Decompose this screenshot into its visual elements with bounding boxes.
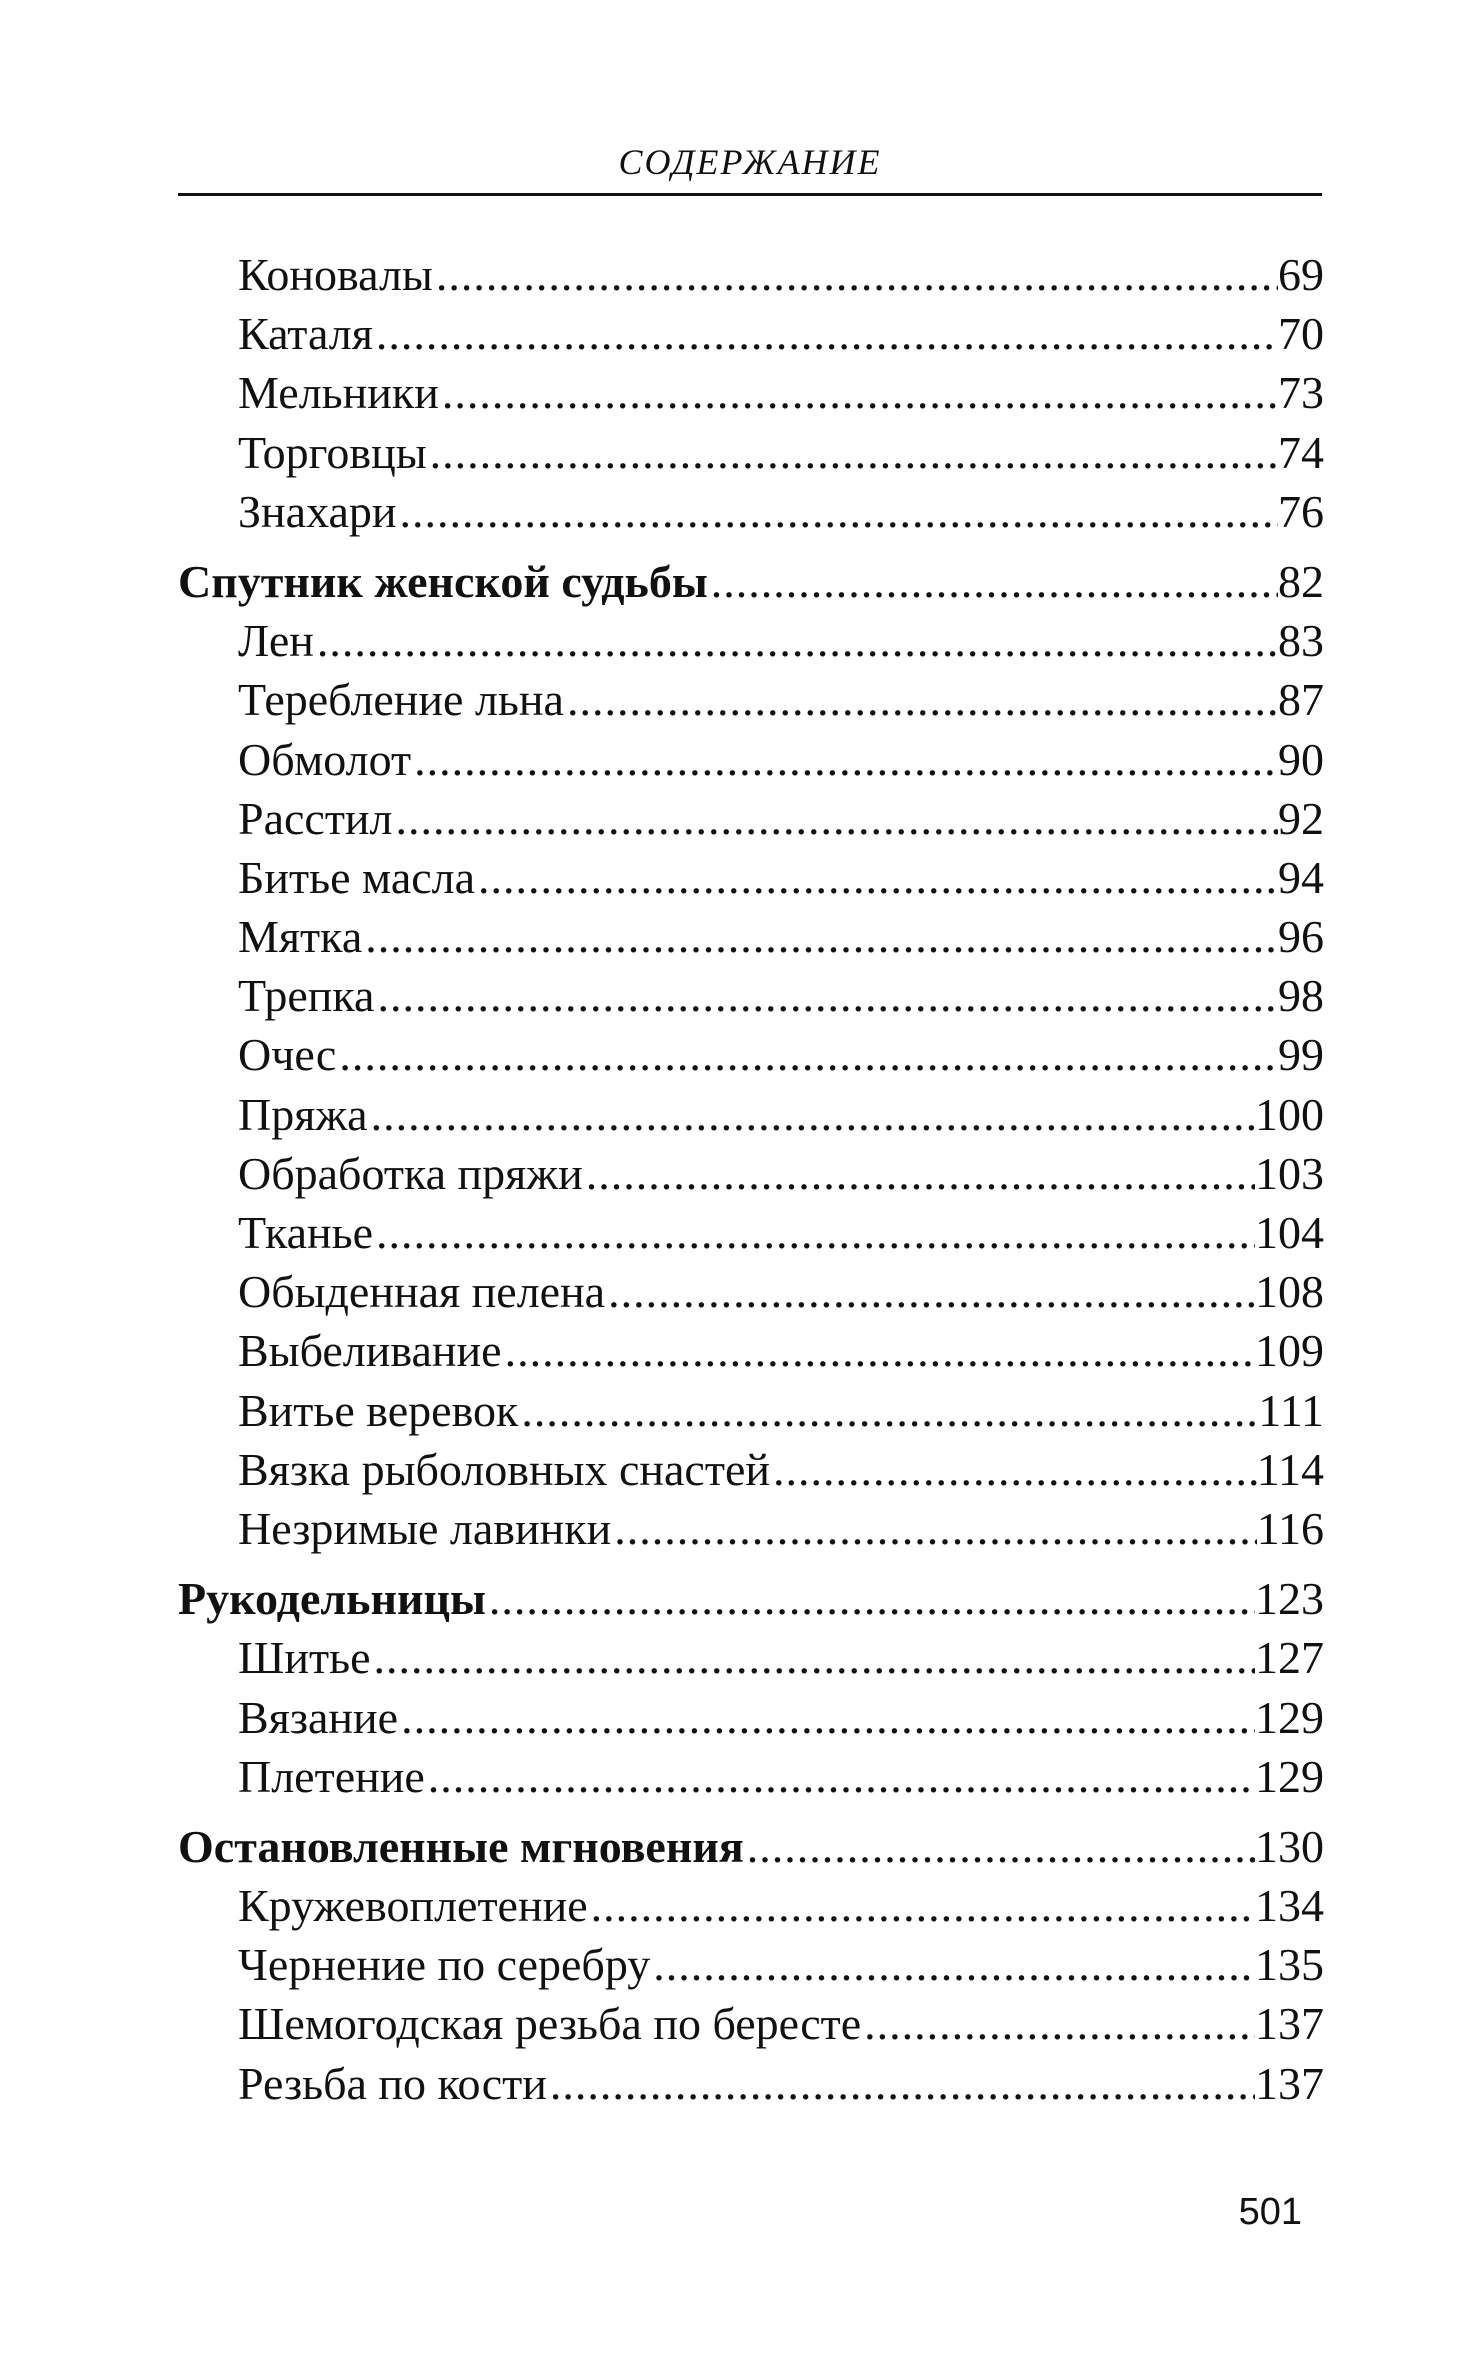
toc-entry-row xyxy=(178,1440,1324,1499)
toc-entry-page: 137 xyxy=(1255,2057,1324,2109)
toc-entry-page: 109 xyxy=(1255,1325,1324,1377)
toc-entry-page: 116 xyxy=(1256,1502,1324,1554)
toc-entry-row xyxy=(178,482,1324,541)
toc-entry-row xyxy=(178,1499,1324,1558)
dot-leader xyxy=(547,2054,1255,2113)
toc-entry-row xyxy=(178,670,1324,729)
dot-leader xyxy=(398,1688,1255,1747)
dot-leader xyxy=(518,1381,1258,1440)
dot-leader xyxy=(362,907,1278,966)
toc-entry-title: Пряжа xyxy=(238,1088,368,1140)
toc-entry-title: Торговцы xyxy=(238,426,427,478)
toc-entry-title: Витье веревок xyxy=(238,1384,519,1436)
toc-entry-page: 83 xyxy=(1278,615,1324,667)
toc-entry-title: Вязка рыболовных снастей xyxy=(238,1443,770,1495)
toc-section-row xyxy=(178,1817,1324,1876)
toc-entry-page: 98 xyxy=(1278,970,1324,1022)
toc-entry-page: 100 xyxy=(1255,1088,1324,1140)
toc-entry-page: 114 xyxy=(1256,1443,1324,1495)
dot-leader xyxy=(373,304,1278,363)
dot-leader xyxy=(373,1203,1255,1262)
toc-entry-row xyxy=(178,1144,1324,1203)
toc-entry-title: Незримые лавинки xyxy=(238,1502,612,1554)
toc-entry-page: 94 xyxy=(1278,851,1324,903)
dot-leader xyxy=(336,1025,1278,1084)
toc-entry-row xyxy=(178,1628,1324,1687)
toc-entry-row xyxy=(178,1994,1324,2053)
dot-leader xyxy=(605,1262,1255,1321)
toc-entry-row xyxy=(178,966,1324,1025)
toc-entry-page: 134 xyxy=(1255,1880,1324,1932)
toc-entry-title: Теребление льна xyxy=(238,674,564,726)
toc-entry-row xyxy=(178,789,1324,848)
dot-leader xyxy=(611,1499,1256,1558)
dot-leader xyxy=(744,1817,1255,1876)
toc-entry-title: Шемогодская резьба по бересте xyxy=(238,1998,862,2050)
dot-leader xyxy=(439,363,1278,422)
dot-leader xyxy=(770,1440,1257,1499)
toc-entry-title: Мятка xyxy=(238,911,363,963)
dot-leader xyxy=(861,1994,1255,2053)
toc-entry-title: Обмолот xyxy=(238,733,412,785)
toc-entry-row xyxy=(178,1876,1324,1935)
toc-entry-title: Выбеливание xyxy=(238,1325,502,1377)
toc-entry-row xyxy=(178,848,1324,907)
toc-entry-row xyxy=(178,1688,1324,1747)
toc-entry-page: 130 xyxy=(1255,1820,1324,1872)
toc-entry-row xyxy=(178,1381,1324,1440)
toc-entry-page: 92 xyxy=(1278,792,1324,844)
toc-entry-row xyxy=(178,1262,1324,1321)
dot-leader xyxy=(397,482,1278,541)
toc-entry-title: Знахари xyxy=(238,485,397,537)
dot-leader xyxy=(368,1085,1255,1144)
dot-leader xyxy=(393,789,1278,848)
toc-entry-page: 129 xyxy=(1255,1691,1324,1743)
toc-entry-title: Остановленные мгновения xyxy=(178,1820,744,1872)
toc-entry-page: 103 xyxy=(1255,1147,1324,1199)
toc-entry-title: Обработка пряжи xyxy=(238,1147,583,1199)
toc-entry-title: Мельники xyxy=(238,367,439,419)
toc-entry-row xyxy=(178,304,1324,363)
toc-entry-page: 129 xyxy=(1255,1750,1324,1802)
toc-entry-page: 108 xyxy=(1255,1266,1324,1318)
toc-entry-title: Вязание xyxy=(238,1691,399,1743)
toc-entry-title: Чернение по серебру xyxy=(238,1939,651,1991)
toc-entry-page: 69 xyxy=(1278,249,1324,300)
dot-leader xyxy=(708,552,1278,611)
dot-leader xyxy=(583,1144,1255,1203)
toc-entry-page: 76 xyxy=(1278,485,1324,537)
dot-leader xyxy=(427,423,1278,482)
toc-section-row xyxy=(178,552,1324,611)
table-of-contents xyxy=(178,245,1324,2113)
toc-entry-title: Каталя xyxy=(238,308,373,360)
toc-entry-page: 73 xyxy=(1278,367,1324,419)
dot-leader xyxy=(314,611,1278,670)
toc-entry-page: 96 xyxy=(1278,911,1324,963)
toc-entry-row xyxy=(178,1203,1324,1262)
toc-entry-title: Спутник женской судьбы xyxy=(178,555,708,607)
toc-entry-title: Резьба по кости xyxy=(238,2057,547,2109)
toc-entry-page: 74 xyxy=(1278,426,1324,478)
dot-leader xyxy=(411,730,1278,789)
toc-entry-title: Расстил xyxy=(238,792,393,844)
toc-entry-row xyxy=(178,1321,1324,1380)
toc-entry-page: 135 xyxy=(1255,1939,1324,1991)
toc-entry-row xyxy=(178,1747,1324,1806)
toc-entry-title: Лен xyxy=(238,615,314,667)
dot-leader xyxy=(588,1876,1255,1935)
toc-entry-row xyxy=(178,2054,1324,2113)
toc-entry-title: Тканье xyxy=(238,1207,374,1258)
dot-leader xyxy=(433,245,1278,304)
toc-entry-row xyxy=(178,907,1324,966)
header-rule xyxy=(178,193,1322,196)
toc-entry-page: 111 xyxy=(1258,1384,1324,1436)
toc-entry-row xyxy=(178,611,1324,670)
dot-leader xyxy=(502,1321,1255,1380)
toc-entry-row xyxy=(178,245,1324,304)
toc-entry-page: 127 xyxy=(1255,1632,1324,1684)
toc-entry-row xyxy=(178,1025,1324,1084)
toc-entry-row xyxy=(178,1935,1324,1994)
toc-entry-title: Кружевоплетение xyxy=(238,1880,588,1932)
toc-entry-title: Очес xyxy=(238,1029,337,1081)
running-head: СОДЕРЖАНИЕ xyxy=(618,142,882,182)
toc-entry-row xyxy=(178,1085,1324,1144)
toc-entry-title: Рукодельницы xyxy=(178,1573,486,1625)
toc-entry-title: Трепка xyxy=(238,970,375,1022)
dot-leader xyxy=(650,1935,1255,1994)
toc-entry-row xyxy=(178,423,1324,482)
dot-leader xyxy=(374,966,1278,1025)
toc-entry-title: Обыденная пелена xyxy=(238,1266,606,1318)
toc-entry-title: Плетение xyxy=(238,1750,425,1802)
dot-leader xyxy=(425,1747,1255,1806)
toc-entry-page: 82 xyxy=(1278,555,1324,607)
toc-entry-page: 104 xyxy=(1255,1207,1324,1258)
dot-leader xyxy=(371,1628,1255,1687)
toc-entry-row xyxy=(178,730,1324,789)
toc-entry-title: Битье масла xyxy=(238,851,476,903)
page-number: 501 xyxy=(1238,2191,1302,2233)
toc-entry-page: 87 xyxy=(1278,674,1324,726)
toc-entry-page: 99 xyxy=(1278,1029,1324,1081)
dot-leader xyxy=(486,1569,1255,1628)
dot-leader xyxy=(564,670,1278,729)
toc-entry-title: Шитье xyxy=(238,1632,371,1684)
toc-entry-page: 70 xyxy=(1278,308,1324,360)
toc-entry-page: 137 xyxy=(1255,1998,1324,2050)
toc-entry-title: Коновалы xyxy=(238,249,433,300)
toc-section-row xyxy=(178,1569,1324,1628)
toc-entry-row xyxy=(178,363,1324,422)
dot-leader xyxy=(475,848,1278,907)
toc-entry-page: 90 xyxy=(1278,733,1324,785)
toc-entry-page: 123 xyxy=(1255,1573,1324,1625)
